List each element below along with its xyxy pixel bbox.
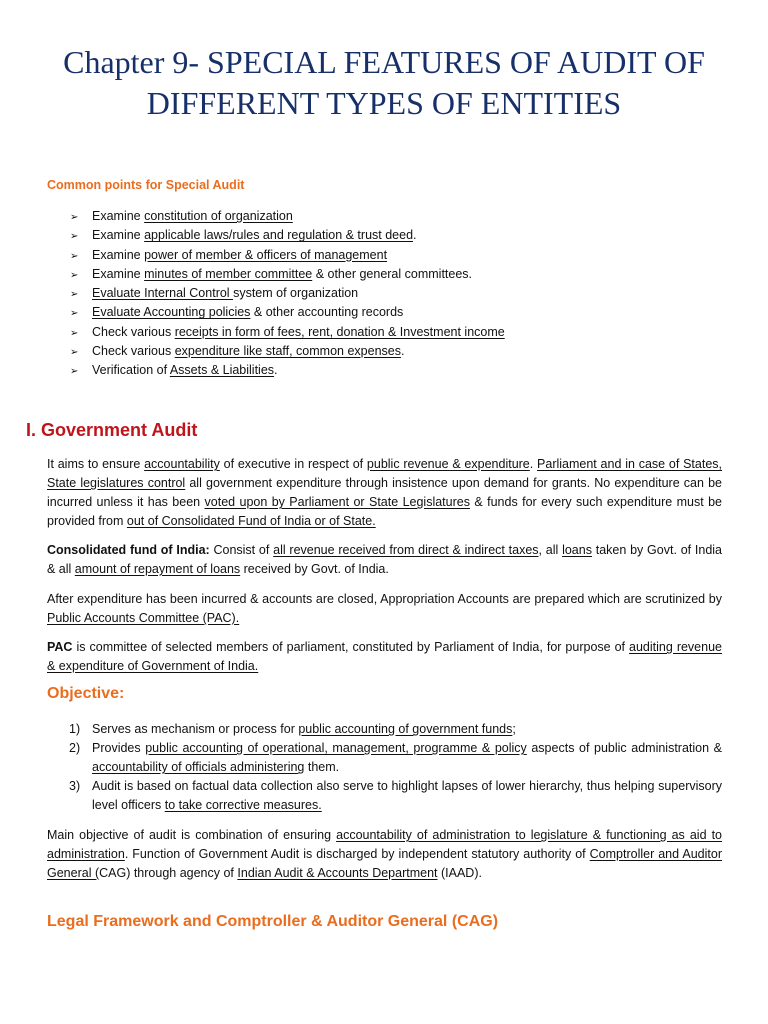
list-item: ➢ Verification of Assets & Liabilities. [70, 361, 505, 380]
arrowhead-bullet-icon: ➢ [70, 366, 79, 378]
arrowhead-bullet-icon: ➢ [70, 308, 79, 320]
arrowhead-bullet-icon: ➢ [70, 269, 79, 281]
arrowhead-bullet-icon: ➢ [70, 231, 79, 243]
list-item: 2) Provides public accounting of operational, management, programme & policy aspects of public administration & accountability of officials administering them. [69, 741, 722, 774]
government-audit-heading: I. Government Audit [26, 420, 198, 440]
appropriation-accounts-paragraph: After expenditure has been incurred & accounts are closed, Appropriation Accounts are prepared which are scrutinized by Public Accounts Committee (PAC). [47, 592, 722, 625]
list-item: 3) Audit is based on factual data collection also serve to highlight lapses of lower hierarchy, thus helping supervisory level officers to take corrective measures. [69, 779, 722, 812]
consolidated-fund-paragraph: Consolidated fund of India: Consist of all revenue received from direct & indirect taxes, all loans taken by Govt. of India & all amount of repayment of loans received by Govt. of India. [47, 543, 722, 576]
arrowhead-bullet-icon: ➢ [70, 347, 79, 359]
government-audit-intro-paragraph: It aims to ensure accountability of executive in respect of public revenue & expenditure. Parliament and in case of States, State legislatures control all government expenditure through insistence upon demand for grants. No expenditure can be incurred unless it has been voted upon by Parliament or State Legislatures & funds for every such expenditure must be provided from out of Consolidated Fund of India or of State. [47, 457, 723, 528]
common-points-list [70, 207, 505, 381]
list-item: ➢ Evaluate Accounting policies & other accounting records [70, 303, 505, 322]
list-item: ➢ Examine minutes of member committee & other general committees. [70, 265, 505, 284]
list-item: ➢ Check various expenditure like staff, common expenses. [70, 342, 505, 361]
arrowhead-bullet-icon: ➢ [70, 327, 79, 339]
objective-heading: Objective: [47, 685, 125, 702]
list-item: 1) Serves as mechanism or process for public accounting of government funds; [69, 722, 516, 736]
main-objective-paragraph: Main objective of audit is combination of ensuring accountability of administration to legislature & functioning as aid to administration. Function of Government Audit is discharged by independent statutory authority of Comptroller and Auditor General (CAG) through agency of Indian Audit & Accounts Department (IAAD). [47, 828, 723, 880]
pac-paragraph: PAC is committee of selected members of parliament, constituted by Parliament of India, for purpose of auditing revenue & expenditure of Government of India. [47, 640, 722, 673]
list-item: ➢ Examine constitution of organization [70, 207, 505, 226]
common-points-heading: Common points for Special Audit [47, 178, 245, 192]
list-item: ➢ Examine power of member & officers of management [70, 246, 505, 265]
objectives-list [47, 720, 722, 815]
legal-framework-heading: Legal Framework and Comptroller & Auditor General (CAG) [47, 913, 499, 930]
list-item: ➢ Evaluate Internal Control system of organization [70, 284, 505, 303]
list-item: ➢ Check various receipts in form of fees, rent, donation & Investment income [70, 323, 505, 342]
arrowhead-bullet-icon: ➢ [70, 289, 79, 301]
arrowhead-bullet-icon: ➢ [70, 212, 79, 223]
arrowhead-bullet-icon: ➢ [70, 250, 79, 262]
page-title: Chapter 9- SPECIAL FEATURES OF AUDIT OF DIFFERENT TYPES OF ENTITIES [63, 44, 705, 121]
list-item: ➢ Examine applicable laws/rules and regulation & trust deed. [70, 226, 505, 245]
